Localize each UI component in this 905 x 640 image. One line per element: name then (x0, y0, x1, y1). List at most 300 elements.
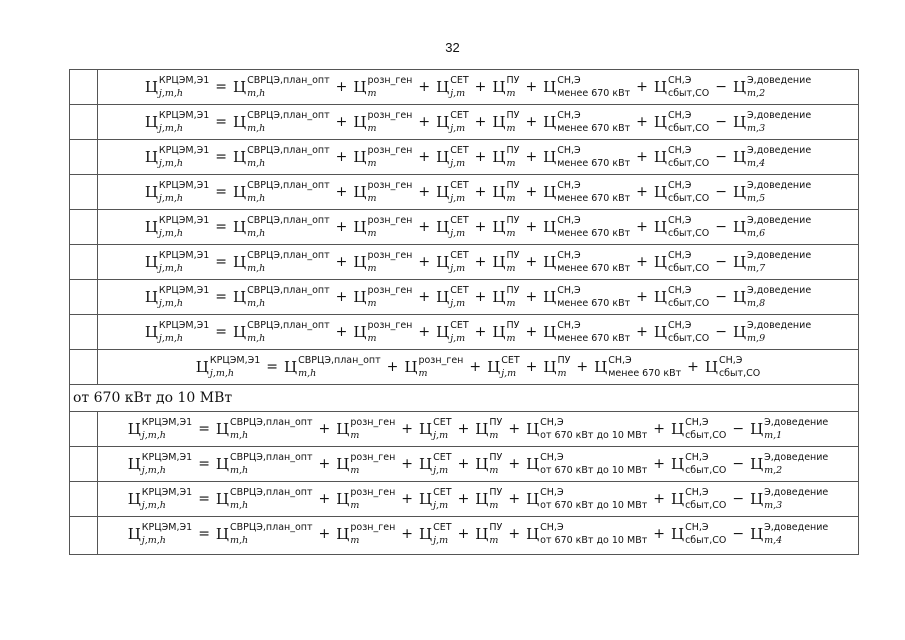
term-superscript: СН,Э (667, 144, 692, 156)
price-symbol: Ц (215, 525, 230, 543)
term-indices (489, 416, 503, 441)
price-symbol: Ц (353, 78, 367, 96)
operator: + (335, 324, 348, 340)
formula-term (336, 486, 396, 511)
price-symbol: Ц (653, 323, 667, 341)
term-subscript: m (350, 500, 360, 511)
operator: = (198, 421, 210, 437)
term-superscript: КРЦЭМ,Э1 (158, 249, 210, 261)
operator: + (335, 79, 348, 95)
formula-term (492, 74, 520, 99)
formula-term (233, 179, 330, 204)
formula-term (419, 486, 452, 511)
term-indices (540, 486, 648, 511)
operator: + (525, 324, 538, 340)
row-gutter (70, 280, 97, 314)
operator: − (732, 526, 745, 542)
formula-term (594, 354, 682, 379)
price-symbol: Ц (233, 183, 247, 201)
formula-term (732, 74, 812, 99)
term-superscript: СН,Э (557, 179, 581, 191)
term-subscript: j,m,h (158, 298, 184, 309)
formula (195, 354, 761, 379)
price-symbol: Ц (284, 358, 298, 376)
term-indices (433, 521, 452, 546)
term-subscript: j,m,h (158, 228, 184, 239)
term-superscript: СН,Э (667, 214, 692, 226)
term-superscript: КРЦЭМ,Э1 (158, 179, 210, 191)
term-subscript: m,6 (747, 228, 766, 239)
formula-term (670, 416, 727, 441)
operator: + (418, 289, 431, 305)
formula-term (750, 451, 829, 476)
term-indices (557, 144, 631, 169)
formula (127, 451, 829, 476)
formula (144, 214, 812, 239)
term-indices (247, 179, 330, 204)
term-superscript: розн_ген (367, 249, 413, 261)
term-superscript: СЕТ (433, 451, 452, 463)
operator: = (215, 324, 228, 340)
section-label: от 670 кВт до 10 МВт (73, 390, 233, 406)
term-superscript: СН,Э (718, 354, 743, 366)
operator: − (715, 149, 727, 165)
term-indices (685, 486, 727, 511)
term-subscript: j,m (450, 333, 466, 344)
operator: − (715, 324, 727, 340)
term-superscript: ПУ (506, 74, 520, 86)
price-symbol: Ц (144, 78, 158, 96)
term-indices (747, 214, 812, 239)
price-symbol: Ц (594, 358, 608, 376)
operator: = (215, 114, 228, 130)
operator: + (335, 184, 348, 200)
price-symbol: Ц (475, 525, 489, 543)
formula-row (70, 69, 858, 104)
price-symbol: Ц (492, 78, 506, 96)
price-symbol: Ц (436, 78, 450, 96)
row-gutter (70, 412, 97, 446)
formula-term (336, 416, 396, 441)
term-subscript: m (506, 263, 516, 274)
term-superscript: Э,доведение (747, 144, 812, 156)
operator: + (525, 79, 538, 95)
term-superscript: розн_ген (367, 284, 413, 296)
term-subscript: j,m,h (141, 465, 166, 476)
price-symbol: Ц (543, 358, 557, 376)
term-subscript: j,m (450, 263, 466, 274)
price-symbol: Ц (653, 113, 667, 131)
term-superscript: ПУ (489, 416, 503, 428)
operator: − (715, 254, 727, 270)
term-indices (747, 74, 812, 99)
term-superscript: КРЦЭМ,Э1 (141, 451, 193, 463)
term-indices (764, 486, 829, 511)
term-superscript: СН,Э (557, 214, 581, 226)
price-symbol: Ц (419, 455, 433, 473)
term-subscript: m,h (247, 158, 266, 169)
formula-term (233, 214, 330, 239)
term-superscript: СВРЦЭ,план_опт (247, 74, 330, 86)
section-row (70, 384, 858, 411)
term-indices (141, 521, 193, 546)
term-subscript: менее 670 кВт (557, 88, 631, 99)
term-indices (747, 109, 812, 134)
operator: + (335, 289, 348, 305)
formula-term (492, 214, 520, 239)
formula-term (543, 354, 571, 379)
term-superscript: СН,Э (667, 284, 692, 296)
term-subscript: m,h (247, 123, 266, 134)
term-superscript: розн_ген (418, 354, 464, 366)
price-symbol: Ц (127, 490, 141, 508)
term-indices (506, 284, 520, 309)
term-indices (506, 214, 520, 239)
formula (144, 74, 812, 99)
formula-row (70, 314, 858, 349)
formula-term (526, 486, 648, 511)
price-symbol: Ц (144, 148, 158, 166)
term-superscript: КРЦЭМ,Э1 (158, 214, 210, 226)
term-subscript: менее 670 кВт (557, 193, 631, 204)
price-symbol: Ц (653, 78, 667, 96)
formula-term (436, 249, 469, 274)
operator: − (732, 491, 745, 507)
price-symbol: Ц (215, 455, 230, 473)
term-superscript: КРЦЭМ,Э1 (141, 521, 193, 533)
price-symbol: Ц (543, 323, 557, 341)
term-indices (667, 284, 710, 309)
operator: + (418, 149, 431, 165)
formula-cell (97, 105, 858, 139)
price-symbol: Ц (750, 420, 764, 438)
term-subscript: j,m,h (141, 500, 166, 511)
formula-term (419, 521, 452, 546)
term-indices (489, 486, 503, 511)
operator: + (525, 184, 538, 200)
term-indices (557, 214, 631, 239)
term-subscript: m (506, 298, 516, 309)
term-superscript: розн_ген (350, 486, 396, 498)
price-symbol: Ц (526, 455, 540, 473)
formula-cell (97, 70, 858, 104)
term-subscript: m (506, 123, 516, 134)
row-gutter (70, 350, 97, 384)
term-indices (667, 249, 710, 274)
formula-term (127, 521, 193, 546)
term-subscript: сбыт,СО (667, 228, 710, 239)
operator: − (715, 79, 727, 95)
formula-term (475, 521, 503, 546)
price-symbol: Ц (526, 420, 540, 438)
price-symbol: Ц (127, 455, 141, 473)
operator: + (457, 526, 470, 542)
term-superscript: СЕТ (450, 284, 469, 296)
term-indices (247, 284, 330, 309)
term-superscript: ПУ (506, 214, 520, 226)
term-subscript: от 670 кВт до 10 МВт (540, 465, 648, 476)
term-subscript: сбыт,СО (685, 535, 727, 546)
operator: + (386, 359, 399, 375)
formula-term (233, 319, 330, 344)
term-superscript: СВРЦЭ,план_опт (298, 354, 381, 366)
term-subscript: j,m (433, 500, 449, 511)
term-subscript: сбыт,СО (685, 430, 727, 441)
term-subscript: j,m (450, 228, 466, 239)
term-indices (667, 144, 710, 169)
formula-term (144, 249, 210, 274)
term-superscript: СЕТ (433, 521, 452, 533)
term-indices (764, 521, 829, 546)
term-indices (450, 74, 469, 99)
term-indices (540, 521, 648, 546)
price-symbol: Ц (653, 288, 667, 306)
operator: + (474, 79, 487, 95)
operator: + (457, 456, 470, 472)
term-superscript: СН,Э (540, 486, 564, 498)
formula-term (233, 249, 330, 274)
formula-term (543, 179, 631, 204)
term-indices (557, 179, 631, 204)
formula-term (215, 451, 313, 476)
formula-term (653, 74, 710, 99)
price-symbol: Ц (526, 525, 540, 543)
term-subscript: m (506, 88, 516, 99)
term-superscript: ПУ (506, 179, 520, 191)
formula-term (475, 486, 503, 511)
term-subscript: m,7 (747, 263, 766, 274)
term-subscript: m,h (230, 430, 249, 441)
term-superscript: розн_ген (367, 214, 413, 226)
term-indices (247, 214, 330, 239)
operator: + (525, 149, 538, 165)
formula-term (144, 74, 210, 99)
term-indices (350, 486, 396, 511)
term-indices (685, 416, 727, 441)
price-symbol: Ц (144, 218, 158, 236)
operator: + (508, 526, 521, 542)
term-superscript: СЕТ (433, 486, 452, 498)
term-superscript: СН,Э (685, 451, 709, 463)
term-indices (764, 416, 829, 441)
price-symbol: Ц (233, 218, 247, 236)
term-indices (367, 74, 413, 99)
formula-term (670, 521, 727, 546)
formula-term (543, 109, 631, 134)
term-subscript: j,m,h (158, 333, 184, 344)
term-subscript: j,m (433, 430, 449, 441)
price-symbol: Ц (233, 113, 247, 131)
term-subscript: сбыт,СО (667, 158, 710, 169)
operator: + (418, 254, 431, 270)
term-superscript: СЕТ (450, 109, 469, 121)
price-symbol: Ц (353, 113, 367, 131)
term-superscript: СН,Э (540, 416, 564, 428)
price-symbol: Ц (436, 113, 450, 131)
formula-term (144, 179, 210, 204)
term-indices (764, 451, 829, 476)
term-indices (247, 144, 330, 169)
term-superscript: ПУ (557, 354, 571, 366)
formula-term (475, 416, 503, 441)
operator: + (418, 184, 431, 200)
operator: + (653, 456, 665, 472)
formula-cell (97, 175, 858, 209)
formula-term (492, 179, 520, 204)
operator: + (318, 491, 331, 507)
row-gutter (70, 175, 97, 209)
row-gutter (70, 517, 97, 551)
term-superscript: розн_ген (367, 144, 413, 156)
term-subscript: j,m,h (209, 368, 235, 379)
term-subscript: m,h (247, 298, 266, 309)
formula (144, 109, 812, 134)
term-indices (367, 249, 413, 274)
formula-row (70, 411, 858, 446)
term-subscript: сбыт,СО (667, 333, 710, 344)
price-symbol: Ц (732, 78, 747, 96)
term-subscript: m,2 (764, 465, 783, 476)
row-gutter (70, 482, 97, 516)
operator: = (215, 79, 228, 95)
price-symbol: Ц (670, 455, 685, 473)
term-indices (557, 249, 631, 274)
term-indices (247, 109, 330, 134)
term-superscript: ПУ (506, 109, 520, 121)
term-subscript: сбыт,СО (718, 368, 761, 379)
price-symbol: Ц (543, 148, 557, 166)
formula-term (750, 486, 829, 511)
operator: + (469, 359, 482, 375)
formula-row (70, 279, 858, 314)
term-superscript: СН,Э (540, 451, 564, 463)
price-symbol: Ц (436, 253, 450, 271)
price-symbol: Ц (144, 323, 158, 341)
price-symbol: Ц (233, 253, 247, 271)
operator: + (687, 359, 699, 375)
term-subscript: m,h (247, 228, 266, 239)
price-symbol: Ц (475, 490, 489, 508)
term-indices (506, 74, 520, 99)
operator: − (715, 289, 727, 305)
term-superscript: КРЦЭМ,Э1 (141, 486, 193, 498)
formula-row (70, 516, 858, 551)
term-subscript: менее 670 кВт (557, 333, 631, 344)
term-superscript: СН,Э (667, 179, 692, 191)
term-subscript: j,m (433, 465, 449, 476)
price-symbol: Ц (670, 420, 685, 438)
price-symbol: Ц (526, 490, 540, 508)
term-indices (209, 354, 261, 379)
formula-row (70, 446, 858, 481)
operator: + (636, 254, 648, 270)
term-superscript: СН,Э (557, 109, 581, 121)
formula (144, 144, 812, 169)
price-symbol: Ц (487, 358, 501, 376)
term-subscript: m,h (247, 263, 266, 274)
term-subscript: m (367, 333, 377, 344)
term-superscript: ПУ (506, 284, 520, 296)
price-symbol: Ц (144, 183, 158, 201)
term-subscript: j,m,h (158, 263, 184, 274)
price-symbol: Ц (492, 183, 506, 201)
formula-term (144, 319, 210, 344)
term-subscript: сбыт,СО (685, 500, 727, 511)
formula-term (543, 249, 631, 274)
term-indices (685, 451, 727, 476)
formula-term (653, 179, 710, 204)
price-symbol: Ц (419, 490, 433, 508)
term-subscript: от 670 кВт до 10 МВт (540, 430, 648, 441)
price-symbol: Ц (419, 525, 433, 543)
term-subscript: сбыт,СО (667, 123, 710, 134)
price-symbol: Ц (732, 218, 747, 236)
formula-term (233, 144, 330, 169)
operator: − (715, 114, 727, 130)
term-indices (433, 451, 452, 476)
operator: + (474, 324, 487, 340)
formula (144, 249, 812, 274)
term-indices (298, 354, 381, 379)
term-superscript: Э,доведение (747, 74, 812, 86)
term-superscript: розн_ген (367, 179, 413, 191)
term-subscript: m,5 (747, 193, 766, 204)
term-superscript: СН,Э (557, 284, 581, 296)
term-superscript: СВРЦЭ,план_опт (230, 486, 313, 498)
operator: + (401, 456, 414, 472)
formula-term (353, 284, 413, 309)
operator: + (418, 114, 431, 130)
term-subscript: m,1 (764, 430, 783, 441)
term-indices (718, 354, 761, 379)
term-subscript: j,m (450, 193, 466, 204)
operator: + (525, 254, 538, 270)
term-superscript: СВРЦЭ,план_опт (230, 521, 313, 533)
operator: = (215, 219, 228, 235)
formula-term (419, 416, 452, 441)
price-symbol: Ц (732, 183, 747, 201)
formula-term (653, 109, 710, 134)
operator: + (318, 421, 331, 437)
formula-cell (97, 447, 858, 481)
term-superscript: СН,Э (685, 416, 709, 428)
term-superscript: Э,доведение (747, 284, 812, 296)
operator: + (335, 149, 348, 165)
formula-cell (97, 412, 858, 446)
row-gutter (70, 105, 97, 139)
term-superscript: СН,Э (667, 249, 692, 261)
price-symbol: Ц (653, 253, 667, 271)
formula-term (436, 284, 469, 309)
term-superscript: КРЦЭМ,Э1 (158, 74, 210, 86)
term-indices (667, 214, 710, 239)
term-indices (418, 354, 464, 379)
price-symbol: Ц (144, 288, 158, 306)
term-superscript: розн_ген (350, 521, 396, 533)
operator: + (636, 324, 648, 340)
formula-row (70, 104, 858, 139)
price-symbol: Ц (750, 525, 764, 543)
term-superscript: СЕТ (450, 144, 469, 156)
term-indices (506, 319, 520, 344)
operator: + (418, 219, 431, 235)
term-indices (450, 144, 469, 169)
operator: + (401, 421, 414, 437)
formula-term (195, 354, 261, 379)
formula-term (215, 521, 313, 546)
term-indices (350, 451, 396, 476)
price-symbol: Ц (353, 253, 367, 271)
